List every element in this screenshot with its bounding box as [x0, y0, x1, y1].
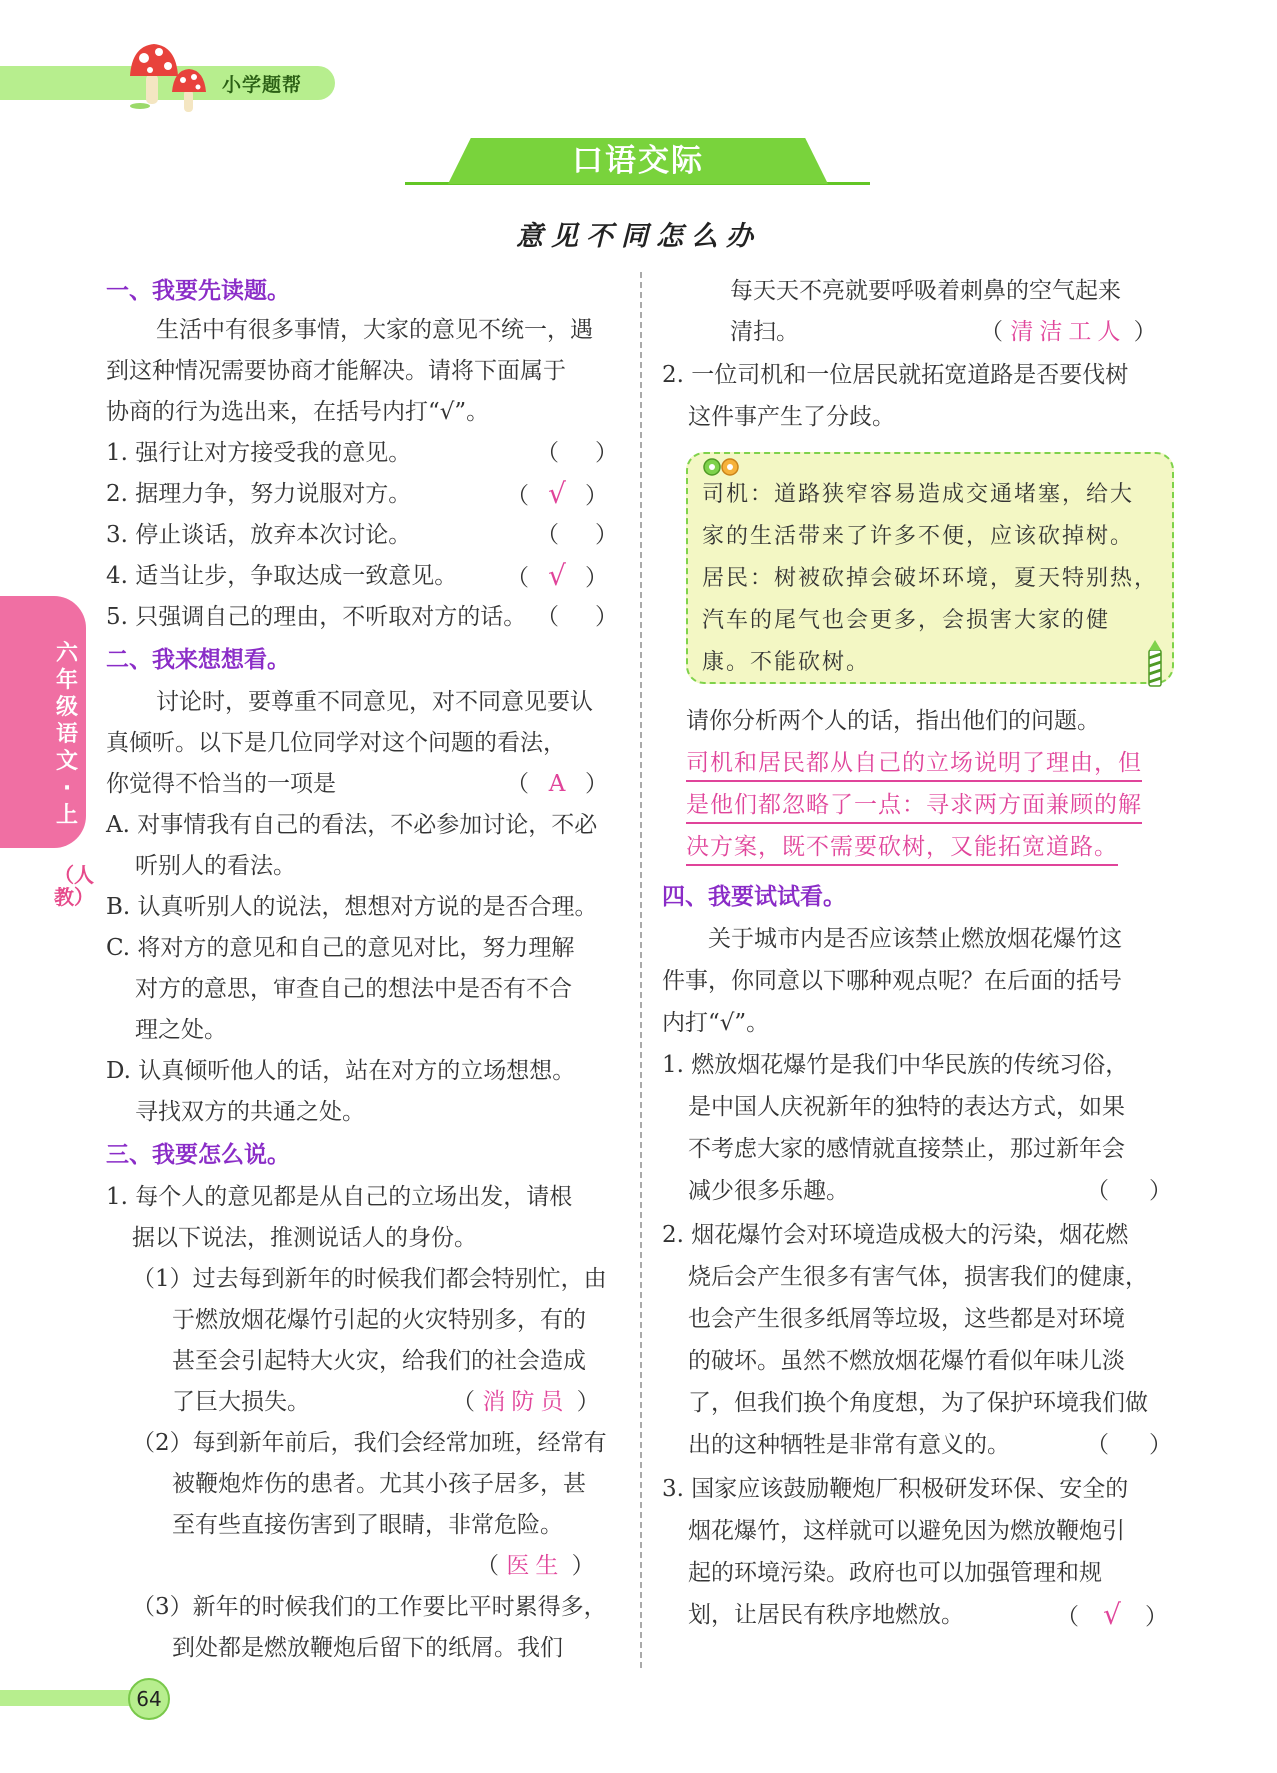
s1-intro-line: 协商的行为选出来，在括号内打“√”。: [106, 399, 490, 425]
section-1-title: 一、我要先读题。: [106, 278, 290, 304]
s2-option: 寻找双方的共通之处。: [135, 1099, 365, 1125]
s1-item: 3. 停止谈话，放弃本次讨论。: [106, 522, 412, 548]
banner-title: 口语交际: [572, 143, 704, 179]
s4-option2-line: 烧后会产生很多有害气体，损害我们的健康，: [688, 1264, 1148, 1290]
s2-answer: A: [548, 771, 566, 797]
answer-bracket: （ ）: [536, 604, 618, 630]
grade-label: 六年级语文·上: [55, 641, 78, 828]
answer-bracket: （ ）: [1086, 1178, 1172, 1204]
s2-option: D. 认真倾听他人的话，站在对方的立场想想。: [106, 1058, 576, 1084]
s1-item: 2. 据理力争，努力说服对方。: [106, 481, 412, 507]
section-3-title: 三、我要怎么说。: [106, 1142, 290, 1168]
s4-option2-line: 2. 烟花爆竹会对环境造成极大的污染，烟花燃: [662, 1222, 1129, 1248]
s3-q2-line: 至有些直接伤害到了眼睛，非常危险。: [172, 1512, 563, 1538]
s3-q1-line: 于燃放烟花爆竹引起的火灾特别多，有的: [172, 1307, 586, 1333]
s4-option1-line: 不考虑大家的感情就直接禁止，那过新年会: [688, 1136, 1125, 1162]
s4-option2-line: 出的这种牺牲是非常有意义的。: [688, 1432, 1010, 1458]
item2-line: 这件事产生了分歧。: [688, 404, 895, 430]
dialog-line: 汽车的尾气也会更多，会损害大家的健: [702, 608, 1111, 633]
answer-bracket: （ √ ）: [506, 559, 608, 592]
s2-option: C. 将对方的意见和自己的意见对比，努力理解: [106, 935, 575, 961]
answer-bracket: （ √ ）: [506, 477, 608, 510]
section-2-title: 二、我来想想看。: [106, 647, 290, 673]
brand-label: 小学题帮: [222, 74, 303, 96]
section-4-title: 四、我要试试看。: [662, 884, 846, 910]
item2-line: 2. 一位司机和一位居民就拓宽道路是否要伐树: [662, 362, 1129, 388]
s4-option2-line: 也会产生很多纸屑等垃圾，这些都是对环境: [688, 1306, 1125, 1332]
s2-intro-line: 你觉得不恰当的一项是: [106, 771, 336, 797]
answer-bracket: （ 清洁工人 ）: [980, 319, 1157, 345]
answer-bracket: （ √ ）: [1056, 1598, 1168, 1631]
s3-q1-line: 了巨大损失。: [172, 1389, 310, 1415]
s1-intro-line: 生活中有很多事情，大家的意见不统一，遇: [156, 317, 593, 343]
s4-intro-line: 件事，你同意以下哪种观点呢？在后面的括号: [662, 968, 1122, 994]
pencil-icon: [1143, 640, 1167, 690]
dialog-line: 居民：树被砍掉会破坏环境，夏天特别热，: [702, 566, 1159, 591]
s3-q2-line: （2）每到新年前后，我们会经常加班，经常有: [132, 1430, 607, 1456]
page-title: 意见不同怎么办: [516, 221, 761, 252]
s3-intro-line: 1. 每个人的意见都是从自己的立场出发，请根: [106, 1184, 573, 1210]
s1-item: 4. 适当让步，争取达成一致意见。: [106, 563, 458, 589]
s4-intro-line: 关于城市内是否应该禁止燃放烟花爆竹这: [708, 926, 1122, 952]
analyze-answer-line: 决方案，既不需要砍树，又能拓宽道路。: [686, 832, 1118, 866]
s4-option2-line: 了，但我们换个角度想，为了保护环境我们做: [688, 1390, 1148, 1416]
s2-option: 理之处。: [135, 1017, 227, 1043]
analyze-answer-line: 司机和居民都从自己的立场说明了理由，但: [686, 748, 1142, 782]
s4-intro-line: 内打“√”。: [662, 1010, 770, 1036]
s4-option1-line: 1. 燃放烟花爆竹是我们中华民族的传统习俗，: [662, 1052, 1129, 1078]
s1-intro-line: 到这种情况需要协商才能解决。请将下面属于: [106, 358, 566, 384]
s3-q3-line: 到处都是燃放鞭炮后留下的纸屑。我们: [172, 1635, 563, 1661]
s4-option3-line: 3. 国家应该鼓励鞭炮厂积极研发环保、安全的: [662, 1476, 1129, 1502]
s4-o3-answer: √: [1103, 1598, 1121, 1631]
dialog-line: 司机：道路狭窄容易造成交通堵塞，给大: [702, 482, 1135, 507]
s3-intro-line: 据以下说法，推测说话人的身份。: [132, 1225, 477, 1251]
s1-answer: √: [548, 559, 566, 592]
answer-bracket: （ ）: [536, 522, 618, 548]
analyze-prompt: 请你分析两个人的话，指出他们的问题。: [686, 708, 1100, 734]
s4-option1-line: 减少很多乐趣。: [688, 1178, 849, 1204]
q3-cont-line: 清扫。: [730, 319, 799, 345]
s2-intro-line: 真倾听。以下是几位同学对这个问题的看法，: [106, 730, 566, 756]
analyze-answer-line: 是他们都忽略了一点：寻求两方面兼顾的解: [686, 790, 1142, 824]
s4-option3-line: 起的环境污染。政府也可以加强管理和规: [688, 1560, 1102, 1586]
s2-option: B. 认真听别人的说法，想想对方说的是否合理。: [106, 894, 598, 920]
answer-bracket: （ 医生 ）: [476, 1553, 595, 1579]
answer-bracket: （ A ）: [506, 771, 608, 797]
s3-q1-line: 甚至会引起特大火灾，给我们的社会造成: [172, 1348, 586, 1374]
s3-q2-line: 被鞭炮炸伤的患者。尤其小孩子居多，甚: [172, 1471, 586, 1497]
answer-bracket: （ 消防员 ）: [452, 1389, 600, 1415]
speech-bubbles-icon: [702, 456, 742, 478]
s2-option: A. 对事情我有自己的看法，不必参加讨论，不必: [106, 812, 598, 838]
answer-bracket: （ ）: [1086, 1432, 1172, 1458]
edition-label: （人教）: [54, 863, 94, 909]
s4-option3-line: 划，让居民有秩序地燃放。: [688, 1602, 964, 1628]
page-number: 64: [136, 1687, 162, 1711]
s3-q1-line: （1）过去每到新年的时候我们都会特别忙，由: [132, 1266, 607, 1292]
s3-q3-line: （3）新年的时候我们的工作要比平时累得多，: [132, 1594, 607, 1620]
s2-option: 听别人的看法。: [135, 853, 296, 879]
s4-option1-line: 是中国人庆祝新年的独特的表达方式，如果: [688, 1094, 1125, 1120]
s3-q2-answer: 医生: [506, 1553, 565, 1579]
dialog-line: 家的生活带来了许多不便，应该砍掉树。: [702, 524, 1135, 549]
s4-option3-line: 烟花爆竹，这样就可以避免因为燃放鞭炮引: [688, 1518, 1125, 1544]
s1-item: 5. 只强调自己的理由，不听取对方的话。: [106, 604, 527, 630]
mushroom-icon: [128, 40, 228, 116]
dialog-line: 康。不能砍树。: [702, 650, 871, 675]
s1-answer: √: [548, 477, 566, 510]
q3-answer: 清洁工人: [1010, 319, 1127, 345]
s1-item: 1. 强行让对方接受我的意见。: [106, 440, 412, 466]
answer-bracket: （ ）: [536, 440, 618, 466]
s2-option: 对方的意思，审查自己的想法中是否有不合: [135, 976, 572, 1002]
s3-q1-answer: 消防员: [482, 1389, 570, 1415]
s2-intro-line: 讨论时，要尊重不同意见，对不同意见要认: [156, 689, 593, 715]
column-divider: [640, 272, 642, 1668]
q3-cont-line: 每天天不亮就要呼吸着刺鼻的空气起来: [730, 278, 1121, 304]
s4-option2-line: 的破坏。虽然不燃放烟花爆竹看似年味儿淡: [688, 1348, 1125, 1374]
